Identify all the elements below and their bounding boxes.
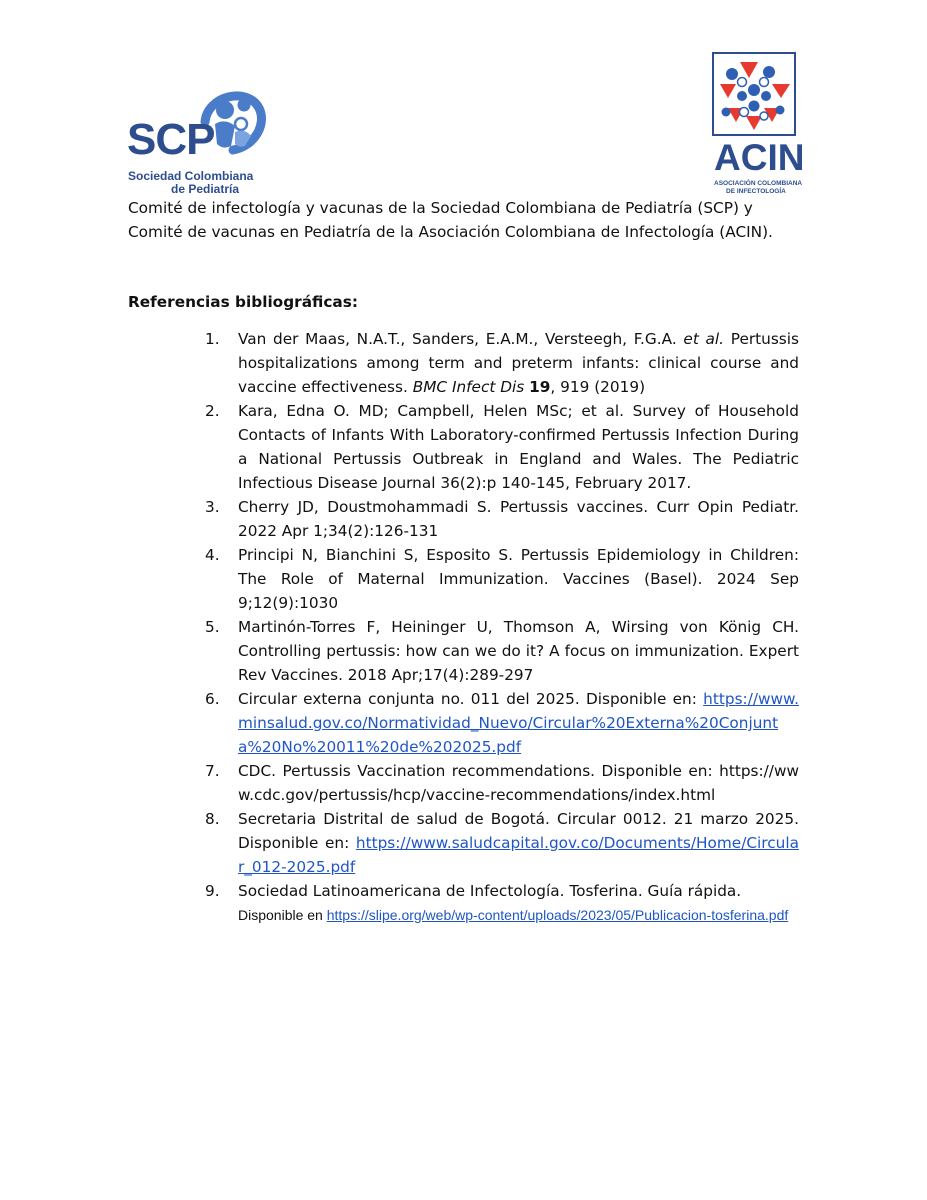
reference-item-8 [205,807,799,879]
reference-title: Pertussis hospitalizations among term and preterm infants: clinical course and vaccine effectiveness. [238,330,799,396]
reference-text: Cherry JD, Doustmohammadi S. Pertussis vaccines. Curr Opin Pediatr. 2022 Apr 1;34(2):126-131 [238,498,799,540]
references-list [205,327,799,927]
reference-number: 7. [205,762,220,780]
acin-name-line1: ASOCIACIÓN COLOMBIANA [714,180,803,187]
reference-text: CDC. Pertussis Vaccination recommendations. Disponible en: [238,762,713,780]
reference-available: Disponible en [238,907,327,923]
reference-link[interactable]: https://www.saludcapital.gov.co/Documents/Home/Circular_012-2025.pdf [238,834,799,876]
reference-item-7 [205,759,799,807]
reference-url: https://www.cdc.gov/pertussis/hcp/vaccine-recommendations/index.html [238,762,799,804]
reference-authors: Van der Maas, N.A.T., Sanders, E.A.M., Versteegh, F.G.A. [238,330,677,348]
reference-link[interactable]: https://www.minsalud.gov.co/Normatividad_Nuevo/Circular%20Externa%20Conjunta%20No%20011%20de%202025.pdf [238,690,799,756]
reference-item-2 [205,399,799,495]
reference-number: 5. [205,618,220,636]
acin-emblem-icon [714,54,794,134]
reference-number: 6. [205,690,220,708]
reference-number: 9. [205,882,220,900]
reference-details: , 919 (2019) [550,378,646,396]
acin-logo [712,52,805,197]
scp-logo [127,88,267,198]
reference-number: 1. [205,330,220,348]
reference-item-6 [205,687,799,759]
reference-text: Secretaria Distrital de salud de Bogotá. Circular 0012. 21 marzo 2025. Disponible en: [238,810,799,852]
reference-number: 2. [205,402,220,420]
reference-journal: BMC Infect Dis [412,378,525,396]
reference-text: Principi N, Bianchini S, Esposito S. Pertussis Epidemiology in Children: The Role of Maternal Immunization. Vaccines (Basel). 2024 Sep 9;12(9):1030 [238,546,799,612]
intro-paragraph: Comité de infectología y vacunas de la Sociedad Colombiana de Pediatría (SCP) y Comité de vacunas en Pediatría de la Asociación Colombiana de Infectología (ACIN). [128,199,773,241]
acin-emblem-frame [712,52,796,136]
references-heading: Referencias bibliográficas: [128,293,358,311]
reference-number: 4. [205,546,220,564]
scp-name-line2: de Pediatría [171,182,240,196]
reference-text: Martinón-Torres F, Heininger U, Thomson A, Wirsing von König CH. Controlling pertussis: how can we do it? A focus on immunization. Expert Rev Vaccines. 2018 Apr;17(4):289-297 [238,618,799,684]
reference-etal: et al. [683,330,725,348]
acin-name-line2: DE INFECTOLOGÍA [726,188,786,195]
reference-text: Sociedad Latinoamericana de Infectología. Tosferina. Guía rápida. [238,882,742,900]
reference-text: Kara, Edna O. MD; Campbell, Helen MSc; et al. Survey of Household Contacts of Infants With Laboratory-confirmed Pertussis Infection During a National Pertussis Outbreak in England and Wales. The Pediatric Infectious Disease Journal 36(2):p 140-145, February 2017. [238,402,799,492]
reference-number: 8. [205,810,220,828]
scp-name-line1: Sociedad Colombiana [128,169,254,183]
reference-item-4 [205,543,799,615]
reference-volume: 19 [529,378,551,396]
reference-item-5 [205,615,799,687]
reference-item-3 [205,495,799,543]
reference-number: 3. [205,498,220,516]
reference-item-9 [205,879,799,927]
scp-wordmark: SCP [127,115,215,164]
reference-text: Circular externa conjunta no. 011 del 2025. Disponible en: [238,690,697,708]
reference-item-1 [205,327,799,399]
reference-link[interactable]: https://slipe.org/web/wp-content/uploads/2023/05/Publicacion-tosferina.pdf [326,907,789,923]
acin-wordmark: ACIN [714,137,805,178]
